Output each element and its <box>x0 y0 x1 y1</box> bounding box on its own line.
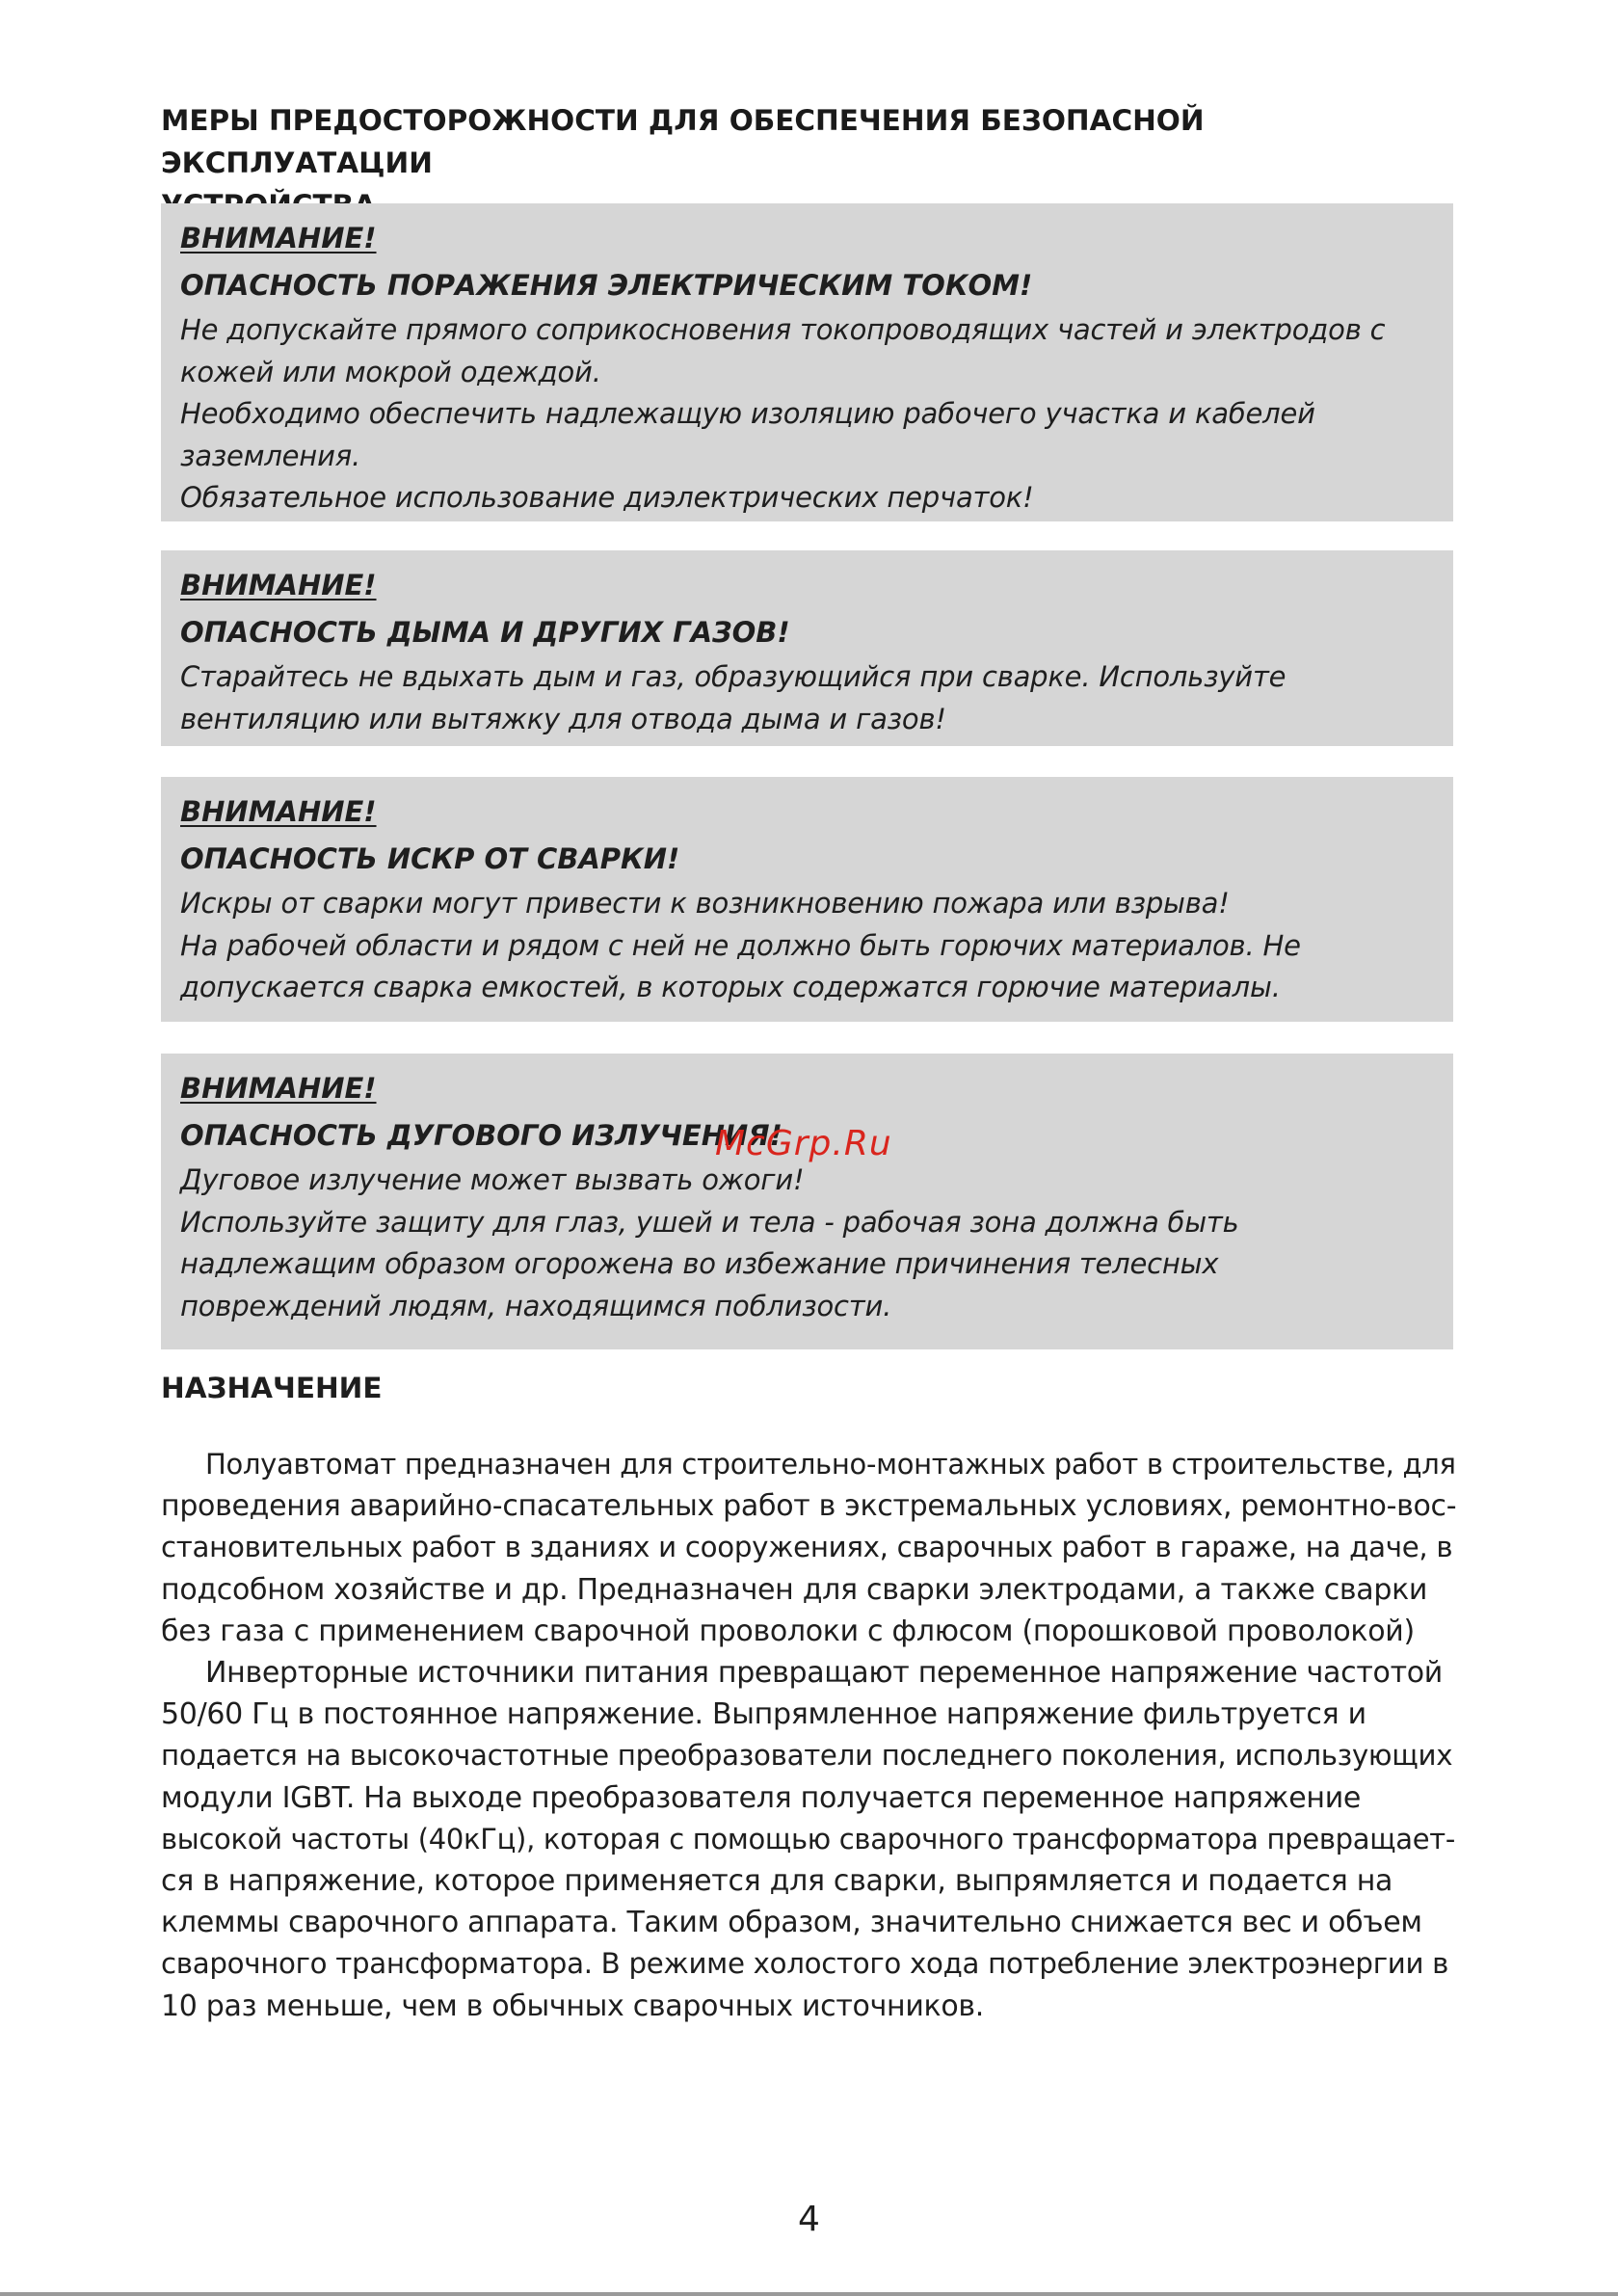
body-line: модули IGBT. На выходе преобразователя получается переменное напряжение <box>161 1780 1362 1815</box>
body-line: подается на высокочастотные преобразователи последнего поколения, использующих <box>161 1739 1453 1773</box>
warning-text-line: кожей или мокрой одеждой. <box>180 355 601 388</box>
watermark: McGrp.Ru <box>715 1124 892 1163</box>
warning-text-line: Обязательное использование диэлектрических перчаток! <box>180 481 1034 514</box>
warning-attention-label: ВНИМАНИЕ! <box>180 222 377 254</box>
body-line: клеммы сварочного аппарата. Таким образом, значительно снижается вес и объем <box>161 1906 1422 1940</box>
warning-text-line: заземления. <box>180 439 360 472</box>
warning-hazard-title: ОПАСНОСТЬ ДУГОВОГО ИЗЛУЧЕНИЯ! <box>180 1119 782 1152</box>
body-line: Полуавтомат предназначен для строительно-монтажных работ в строительстве, для <box>205 1448 1456 1481</box>
page-title-line-1: МЕРЫ ПРЕДОСТОРОЖНОСТИ ДЛЯ ОБЕСПЕЧЕНИЯ БЕЗОПАСНОЙ ЭКСПЛУАТАЦИИ <box>161 104 1205 179</box>
purpose-body <box>161 1444 1457 2027</box>
warning-text-line: Необходимо обеспечить надлежащую изоляцию рабочего участка и кабелей <box>180 397 1315 430</box>
warning-attention-label: ВНИМАНИЕ! <box>180 1072 377 1105</box>
warning-box-arc-radiation <box>161 1054 1453 1349</box>
warning-hazard-title: ОПАСНОСТЬ ИСКР ОТ СВАРКИ! <box>180 842 680 875</box>
warning-text-line: Старайтесь не вдыхать дым и газ, образующийся при сварке. Используйте <box>180 660 1286 693</box>
warning-text-line: Дуговое излучение может вызвать ожоги! <box>180 1163 805 1196</box>
warning-box-smoke-gas <box>161 550 1453 746</box>
body-line: без газа с применением сварочной проволоки с флюсом (порошковой проволокой) <box>161 1614 1415 1648</box>
bottom-divider <box>0 2292 1618 2296</box>
warning-hazard-title: ОПАСНОСТЬ ПОРАЖЕНИЯ ЭЛЕКТРИЧЕСКИМ ТОКОМ! <box>180 269 1033 302</box>
warning-box-electric-shock <box>161 203 1453 521</box>
warning-text-line: Искры от сварки могут привести к возникновению пожара или взрыва! <box>180 887 1230 920</box>
warning-attention-label: ВНИМАНИЕ! <box>180 569 377 601</box>
body-line: сварочного трансформатора. В режиме холостого хода потребление электроэнергии в <box>161 1947 1449 1981</box>
warning-text-line: надлежащим образом огорожена во избежание причинения телесных <box>180 1247 1219 1280</box>
body-line: становительных работ в зданиях и сооружениях, сварочных работ в гараже, на даче, в <box>161 1531 1453 1564</box>
body-line: проведения аварийно-спасательных работ в экстремальных условиях, ремонтно-вос- <box>161 1489 1457 1524</box>
body-line: 50/60 Гц в постоянное напряжение. Выпрямленное напряжение фильтруется и <box>161 1697 1366 1732</box>
warning-attention-label: ВНИМАНИЕ! <box>180 795 377 828</box>
warning-text-line: Используйте защиту для глаз, ушей и тела - рабочая зона должна быть <box>180 1205 1239 1239</box>
page-number: 4 <box>798 2200 820 2239</box>
body-line: 10 раз меньше, чем в обычных сварочных источников. <box>161 1989 985 2023</box>
warning-box-sparks <box>161 777 1453 1022</box>
body-line: ся в напряжение, которое применяется для сварки, выпрямляется и подается на <box>161 1864 1393 1899</box>
section-title-purpose: НАЗНАЧЕНИЕ <box>161 1372 383 1404</box>
warning-text-line: На рабочей области и рядом с ней не должно быть горючих материалов. Не <box>180 928 1301 962</box>
warning-hazard-title: ОПАСНОСТЬ ДЫМА И ДРУГИХ ГАЗОВ! <box>180 616 790 649</box>
warning-text-line: повреждений людям, находящимся поблизости. <box>180 1289 892 1322</box>
body-line: высокой частоты (40кГц), которая с помощью сварочного трансформатора превращает- <box>161 1822 1456 1855</box>
body-line: подсобном хозяйстве и др. Предназначен для сварки электродами, а также сварки <box>161 1572 1428 1607</box>
warning-text-line: вентиляцию или вытяжку для отвода дыма и газов! <box>180 702 946 735</box>
warning-text-line: Не допускайте прямого соприкосновения токопроводящих частей и электродов с <box>180 313 1386 346</box>
body-line: Инверторные источники питания превращают переменное напряжение частотой <box>205 1656 1443 1691</box>
warning-text-line: допускается сварка емкостей, в которых содержатся горючие материалы. <box>180 971 1281 1003</box>
